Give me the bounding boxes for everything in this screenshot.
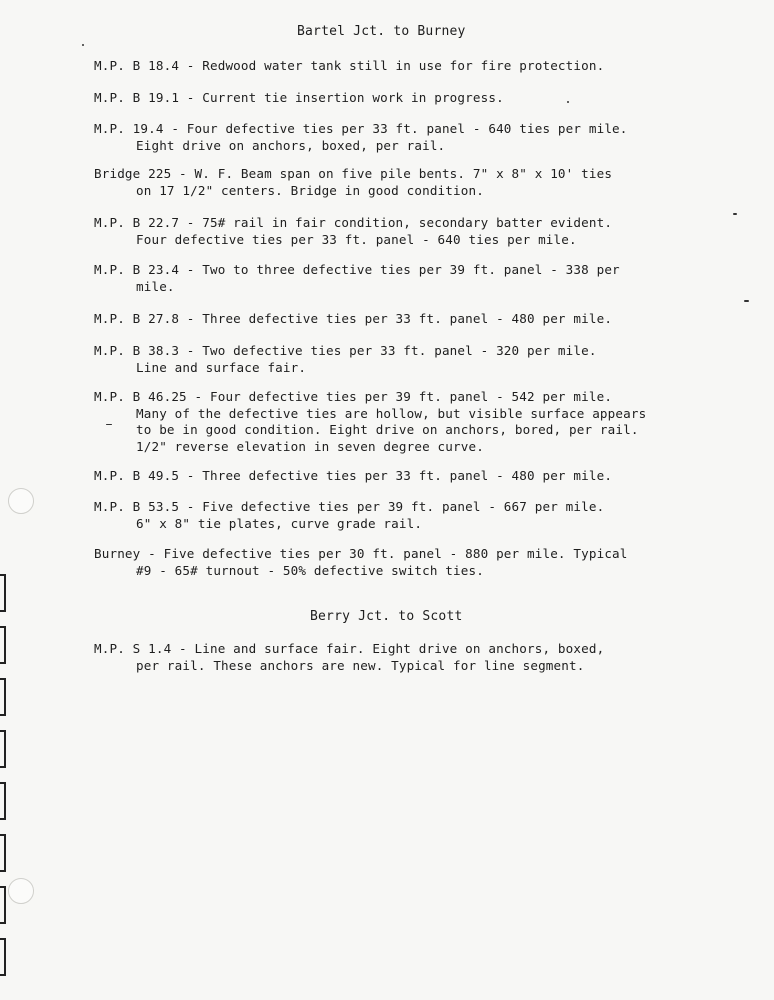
entry-line: Four defective ties per 33 ft. panel - 640 ties per mile. bbox=[136, 231, 577, 247]
section-heading: Bartel Jct. to Burney bbox=[297, 24, 466, 39]
entry-line: M.P. B 49.5 - Three defective ties per 33 ft. panel - 480 per mile. bbox=[94, 468, 613, 483]
entry-line: Many of the defective ties are hollow, but visible surface appears bbox=[136, 405, 647, 421]
entry-mp-b-53-5 bbox=[94, 499, 734, 532]
binder-mark bbox=[0, 938, 6, 976]
entry-mp-b-46-25 bbox=[94, 389, 734, 455]
entry-line: M.P. B 19.1 - Current tie insertion work in progress. bbox=[94, 90, 504, 105]
entry-line: #9 - 65# turnout - 50% defective switch ties. bbox=[136, 562, 484, 578]
binder-mark bbox=[0, 626, 6, 664]
entry-line: to be in good condition. Eight drive on anchors, bored, per rail. bbox=[136, 422, 639, 437]
entry-mp-b-22-7 bbox=[94, 215, 734, 248]
entry-line: Eight drive on anchors, boxed, per rail. bbox=[136, 137, 446, 153]
entry-mp-b-23-4 bbox=[94, 262, 734, 295]
entry-line: 1/2" reverse elevation in seven degree curve. bbox=[136, 438, 484, 454]
entry-line: 6" x 8" tie plates, curve grade rail. bbox=[136, 515, 423, 531]
section-heading: Berry Jct. to Scott bbox=[310, 609, 463, 624]
entry-line: M.P. S 1.4 - Line and surface fair. Eight drive on anchors, boxed, bbox=[94, 641, 605, 656]
entry-line: M.P. B 46.25 - Four defective ties per 39 ft. panel - 542 per mile. bbox=[94, 389, 613, 404]
entry-line: per rail. These anchors are new. Typical for line segment. bbox=[136, 657, 585, 673]
entry-line: Burney - Five defective ties per 30 ft. panel - 880 per mile. Typical bbox=[94, 546, 628, 561]
entry-line: M.P. B 18.4 - Redwood water tank still in use for fire protection. bbox=[94, 58, 605, 73]
entry-burney bbox=[94, 546, 734, 579]
punch-hole bbox=[8, 488, 34, 514]
entry-line: M.P. B 22.7 - 75# rail in fair condition, secondary batter evident. bbox=[94, 215, 613, 230]
entry-line: M.P. B 27.8 - Three defective ties per 33 ft. panel - 480 per mile. bbox=[94, 311, 613, 326]
binder-mark bbox=[0, 886, 6, 924]
entry-mp-b-27-8 bbox=[94, 311, 734, 328]
binder-mark bbox=[0, 834, 6, 872]
entry-line: Bridge 225 - W. F. Beam span on five pile bents. 7" x 8" x 10' ties bbox=[94, 166, 613, 181]
entry-line: M.P. B 38.3 - Two defective ties per 33 ft. panel - 320 per mile. bbox=[94, 343, 597, 358]
entry-mp-b-18-4 bbox=[94, 58, 734, 75]
punch-hole bbox=[8, 878, 34, 904]
entry-line: M.P. 19.4 - Four defective ties per 33 ft. panel - 640 ties per mile. bbox=[94, 121, 628, 136]
entry-mp-19-4 bbox=[94, 121, 734, 154]
binder-mark bbox=[0, 730, 6, 768]
speck bbox=[82, 44, 84, 46]
binder-mark bbox=[0, 678, 6, 716]
entry-mp-s-1-4 bbox=[94, 641, 734, 674]
entry-line: M.P. B 53.5 - Five defective ties per 39 ft. panel - 667 per mile. bbox=[94, 499, 605, 514]
entry-line: mile. bbox=[136, 278, 175, 294]
entry-bridge-225 bbox=[94, 166, 734, 199]
entry-line: M.P. B 23.4 - Two to three defective ties per 39 ft. panel - 338 per bbox=[94, 262, 620, 277]
entry-mp-b-38-3 bbox=[94, 343, 734, 376]
speck bbox=[744, 300, 749, 302]
entry-line: Line and surface fair. bbox=[136, 359, 307, 375]
entry-line: on 17 1/2" centers. Bridge in good condition. bbox=[136, 182, 484, 198]
entry-mp-b-19-1 bbox=[94, 90, 734, 107]
binder-mark bbox=[0, 574, 6, 612]
entry-mp-b-49-5 bbox=[94, 468, 734, 485]
binder-mark bbox=[0, 782, 6, 820]
